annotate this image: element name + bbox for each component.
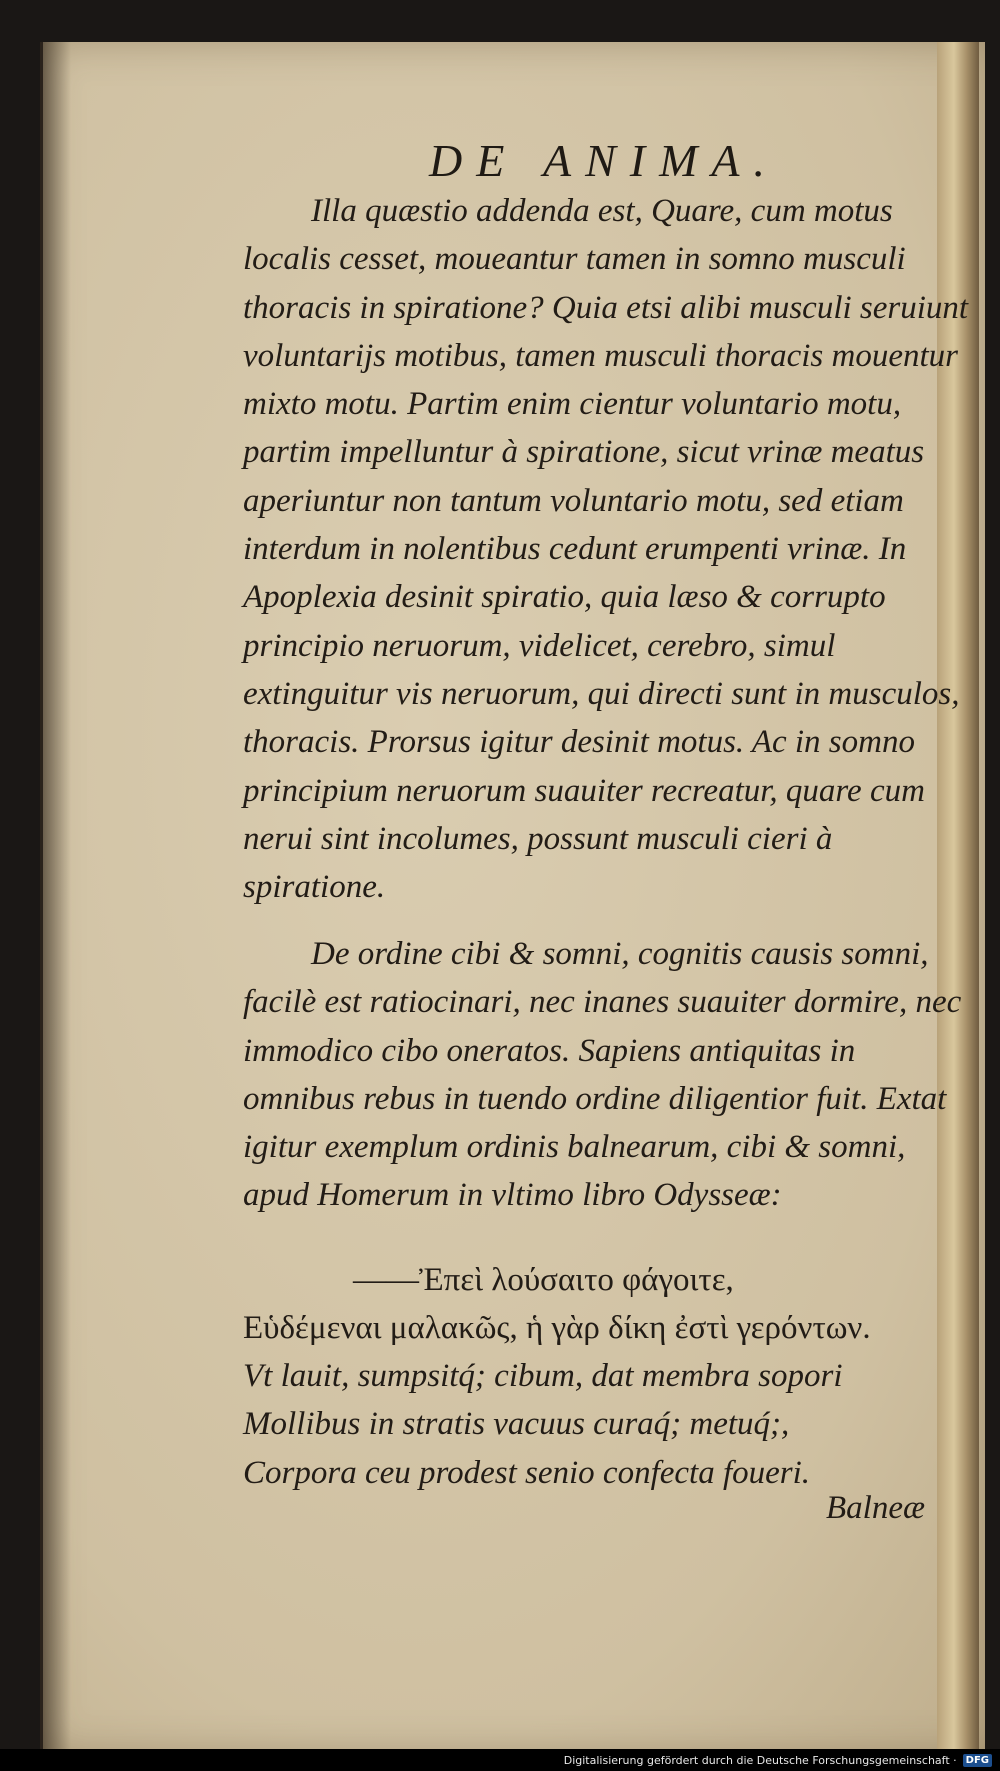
verse-line-3: Corpora ceu prodest senio confecta foueri.: [243, 1454, 811, 1491]
digitization-footer: [0, 1749, 1000, 1771]
paragraph-1: Illa quæstio addenda est, Quare, cum motus localis cesset, moueantur tamen in somno musculi thoracis in spiratione? Quia etsi alibi musculi seruiunt voluntarijs motibus, tamen musculi thoracis mouentur mixto motu. Partim enim cientur voluntario motu, partim impelluntur à spiratione, sicut vrinæ meatus aperiuntur non tantum voluntario motu, sed etiam interdum in nolentibus cedunt erumpenti vrinæ. In Apoplexia desinit spiratio, quia læso & corrupto principio neruorum, videlicet, cerebro, simul extinguitur vis neruorum, qui directi sunt in musculos, thoracis. Prorsus igitur desinit motus. Ac in somno principium neruorum suauiter recreatur, quare cum nerui sint incolumes, possunt musculi cieri à spiratione.: [243, 193, 969, 906]
latin-verse: [243, 1352, 1000, 1497]
running-head: DE ANIMA.: [429, 135, 780, 186]
verse-line-2: Mollibus in stratis vacuus curaq́; metuq́;,: [243, 1406, 790, 1443]
verse-line-1: Vt lauit, sumpsitq́; cibum, dat membra sopori: [243, 1358, 843, 1394]
book-page: [40, 42, 985, 1754]
greek-quotation: [243, 1256, 1000, 1353]
spine-shadow: [43, 42, 71, 1754]
dfg-logo: DFG: [963, 1754, 992, 1767]
footer-credit: Digitalisierung gefördert durch die Deutsche Forschungsgemeinschaft ·: [563, 1753, 957, 1767]
paragraph-2: De ordine cibi & somni, cognitis causis somni, facilè est ratiocinari, nec inanes suauiter dormire, nec immodico cibo oneratos. Sapiens antiquitas in omnibus rebus in tuendo ordine diligentior fuit. Extat igitur exemplum ordinis balnearum, cibi & somni, apud Homerum in vltimo libro Odysseæ:: [243, 936, 962, 1214]
greek-line-1: ——Ἐπεὶ λούσαιτο φάγοιτε,: [353, 1262, 734, 1298]
catchword: Balneæ: [826, 1490, 925, 1526]
greek-line-2: Εὑδέμεναι μαλακῶς, ἡ γὰρ δίκη ἐστὶ γερόντων.: [243, 1310, 871, 1347]
